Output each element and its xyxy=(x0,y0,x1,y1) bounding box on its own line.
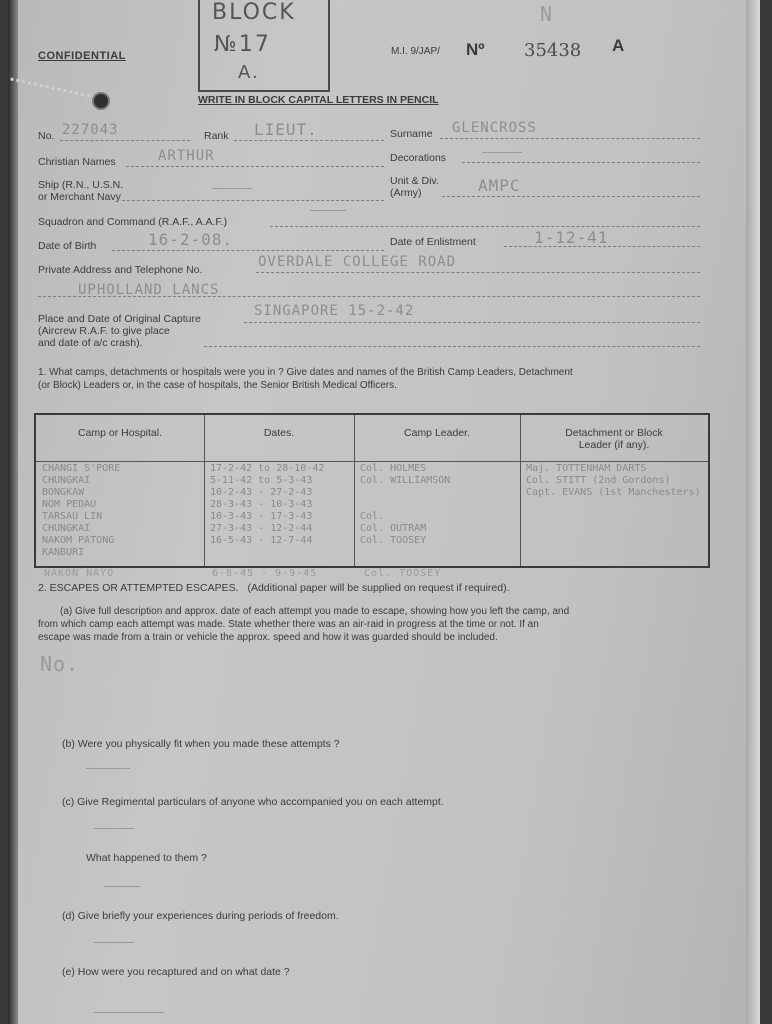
christian-names-label: Christian Names xyxy=(38,156,116,168)
leader-cell: Col. OUTRAM xyxy=(360,523,427,534)
number-label: Nº xyxy=(466,40,485,59)
question-2e-dash xyxy=(94,1012,164,1013)
dates-cell: 10-2-43 - 27-2-43 xyxy=(210,487,313,498)
leader-cell xyxy=(360,487,450,499)
camps-table xyxy=(34,413,710,568)
dob-line xyxy=(112,250,384,251)
dob-value: 16-2-08. xyxy=(148,230,234,249)
enlistment-line xyxy=(504,246,700,247)
ship-label-2: or Merchant Navy xyxy=(38,191,121,203)
detachment-cell: Col. STITT (2nd Gordons) xyxy=(526,475,671,486)
ship-dash xyxy=(212,188,252,189)
camp-cell: CHUNGKAI xyxy=(42,523,91,534)
table-header-detachment-1: Detachment or Block xyxy=(565,427,663,439)
dob-label: Date of Birth xyxy=(38,240,97,252)
camp-cell: KANBURI xyxy=(42,547,85,558)
rank-line xyxy=(234,140,384,141)
leader-cell: Col. WILLIAMSON xyxy=(360,475,451,486)
question-2e: (e) How were you recaptured and on what date ? xyxy=(62,966,290,978)
camp-cell: CHANGI S'PORE xyxy=(42,463,121,474)
form-sheet xyxy=(8,0,760,1024)
question-1-line-2: (or Block) Leaders or, in the case of hospitals, the Senior British Medical Officers. xyxy=(38,380,397,391)
form-number: 35438 xyxy=(524,40,582,61)
instruction-line: WRITE IN BLOCK CAPITAL LETTERS IN PENCIL xyxy=(198,94,439,106)
address-value-2: UPHOLLAND LANCS xyxy=(78,282,220,298)
stamp-line-3: A. xyxy=(238,62,260,83)
unit-line xyxy=(442,196,700,197)
surname-line xyxy=(440,138,700,139)
rank-value: LIEUT. xyxy=(254,120,318,139)
address-line-1 xyxy=(256,272,700,273)
question-1-line-1: 1. What camps, detachments or hospitals were you in ? Give dates and names of the British Camp Leaders, Detachment xyxy=(38,367,573,378)
ship-label-1: Ship (R.N., U.S.N. xyxy=(38,179,124,191)
series-letter: A xyxy=(612,36,625,55)
table-header-leader: Camp Leader. xyxy=(404,427,470,439)
address-line-2 xyxy=(38,296,700,297)
question-2c: (c) Give Regimental particulars of anyone who accompanied you on each attempt. xyxy=(62,796,444,808)
dates-cell: 27-3-43 - 12-2-44 xyxy=(210,523,313,534)
question-2a-line-3: escape was made from a train or vehicle the approx. speed and how it was guarded should be included. xyxy=(38,632,498,643)
squadron-line xyxy=(270,226,700,227)
surname-label: Surname xyxy=(390,128,433,140)
question-2-title xyxy=(38,582,510,594)
no-value: 227043 xyxy=(62,122,119,138)
question-2c-sub-dash xyxy=(104,886,140,887)
question-2c-dash xyxy=(94,828,134,829)
question-2b-dash xyxy=(86,768,130,769)
question-2d: (d) Give briefly your experiences during periods of freedom. xyxy=(62,910,339,922)
surname-value: GLENCROSS xyxy=(452,120,537,136)
address-label: Private Address and Telephone No. xyxy=(38,264,203,276)
question-2a-line-1: (a) Give full description and approx. date of each attempt you made to escape, showing how you left the camp, and xyxy=(60,606,570,617)
enlistment-value: 1-12-41 xyxy=(534,228,609,247)
detachment-cell: Maj. TOTTENHAM DARTS xyxy=(526,463,647,474)
camp-cell: NOM PEDAU xyxy=(42,499,97,510)
leader-column xyxy=(360,463,450,547)
table-header-detachment xyxy=(520,427,708,451)
camp-cell: TARSAU LIN xyxy=(42,511,103,522)
dates-overflow: 6-8-45 - 9-9-45 xyxy=(212,568,318,579)
leader-overflow: Col. TOOSEY xyxy=(364,568,442,579)
leader-cell: Col. HOLMES xyxy=(360,463,427,474)
block-stamp xyxy=(198,0,330,92)
leader-cell xyxy=(360,499,450,511)
stamp-line-2: №17 xyxy=(214,32,271,57)
stamp-line-1: BLOCK xyxy=(212,0,296,25)
question-2-note: (Additional paper will be supplied on request if required). xyxy=(247,582,510,594)
dates-cell: 5-11-42 to 5-3-43 xyxy=(210,475,313,486)
table-header-detachment-2: Leader (if any). xyxy=(578,439,650,451)
question-2c-sub: What happened to them ? xyxy=(86,852,207,864)
detachment-column xyxy=(526,463,701,499)
enlistment-label: Date of Enlistment xyxy=(390,236,476,248)
corner-pencil-mark: N xyxy=(540,2,554,26)
ship-line xyxy=(122,200,384,201)
camp-cell: NAKOM PATONG xyxy=(42,535,115,546)
decorations-label: Decorations xyxy=(390,152,447,164)
address-value-1: OVERDALE COLLEGE ROAD xyxy=(258,254,457,270)
confidential-label: CONFIDENTIAL xyxy=(38,50,126,62)
leader-cell: Col. xyxy=(360,511,385,522)
camp-column xyxy=(42,463,120,559)
christian-names-line xyxy=(126,166,384,167)
question-2d-dash xyxy=(94,942,134,943)
mi-reference: M.I. 9/JAP/ xyxy=(391,46,440,57)
table-header-camp: Camp or Hospital. xyxy=(77,427,163,439)
punch-hole xyxy=(92,92,110,110)
christian-names-value: ARTHUR xyxy=(158,148,215,164)
capture-line-2 xyxy=(204,346,700,347)
capture-value: SINGAPORE 15-2-42 xyxy=(254,303,415,319)
capture-line-1 xyxy=(244,322,700,323)
detachment-cell: Capt. EVANS (1st Manchesters) xyxy=(526,487,701,498)
unit-label-1: Unit & Div. xyxy=(390,175,439,187)
squadron-label: Squadron and Command (R.A.F., A.A.F.) xyxy=(38,216,228,228)
dates-column xyxy=(210,463,324,547)
no-label: No. xyxy=(38,130,55,142)
question-2a-line-2: from which camp each attempt was made. State whether there was an air-raid in progress at the time or not. If an xyxy=(38,619,539,630)
rank-label: Rank xyxy=(204,130,229,142)
question-2a-answer: No. xyxy=(40,652,80,676)
dates-cell: 17-2-42 to 28-10-42 xyxy=(210,463,325,474)
dates-cell: 28-3-43 - 10-3-43 xyxy=(210,499,313,510)
table-header-rule xyxy=(36,461,708,462)
unit-value: AMPC xyxy=(478,176,521,195)
unit-label-2: (Army) xyxy=(390,187,422,199)
table-header-dates: Dates. xyxy=(263,427,295,439)
capture-label-1: Place and Date of Original Capture xyxy=(38,313,201,325)
camp-cell: BONGKAW xyxy=(42,487,85,498)
page-edge xyxy=(746,0,760,1024)
tag-string xyxy=(8,76,102,123)
leader-cell: Col. TOOSEY xyxy=(360,535,427,546)
binder-shadow xyxy=(8,0,18,1024)
capture-label-2: (Aircrew R.A.F. to give place xyxy=(38,325,170,337)
dates-cell: 16-5-43 - 12-7-44 xyxy=(210,535,313,546)
squadron-dash xyxy=(310,210,346,211)
dates-cell: 10-3-43 - 17-3-43 xyxy=(210,511,313,522)
decorations-dash xyxy=(482,152,522,153)
question-2-heading: 2. ESCAPES OR ATTEMPTED ESCAPES. xyxy=(38,582,239,594)
no-line xyxy=(60,140,190,141)
capture-label-3: and date of a/c crash). xyxy=(38,337,143,349)
camp-cell: CHUNGKAI xyxy=(42,475,91,486)
decorations-line xyxy=(462,162,700,163)
question-2b: (b) Were you physically fit when you made these attempts ? xyxy=(62,738,340,750)
camp-overflow: NAKON NAYO xyxy=(44,568,115,579)
